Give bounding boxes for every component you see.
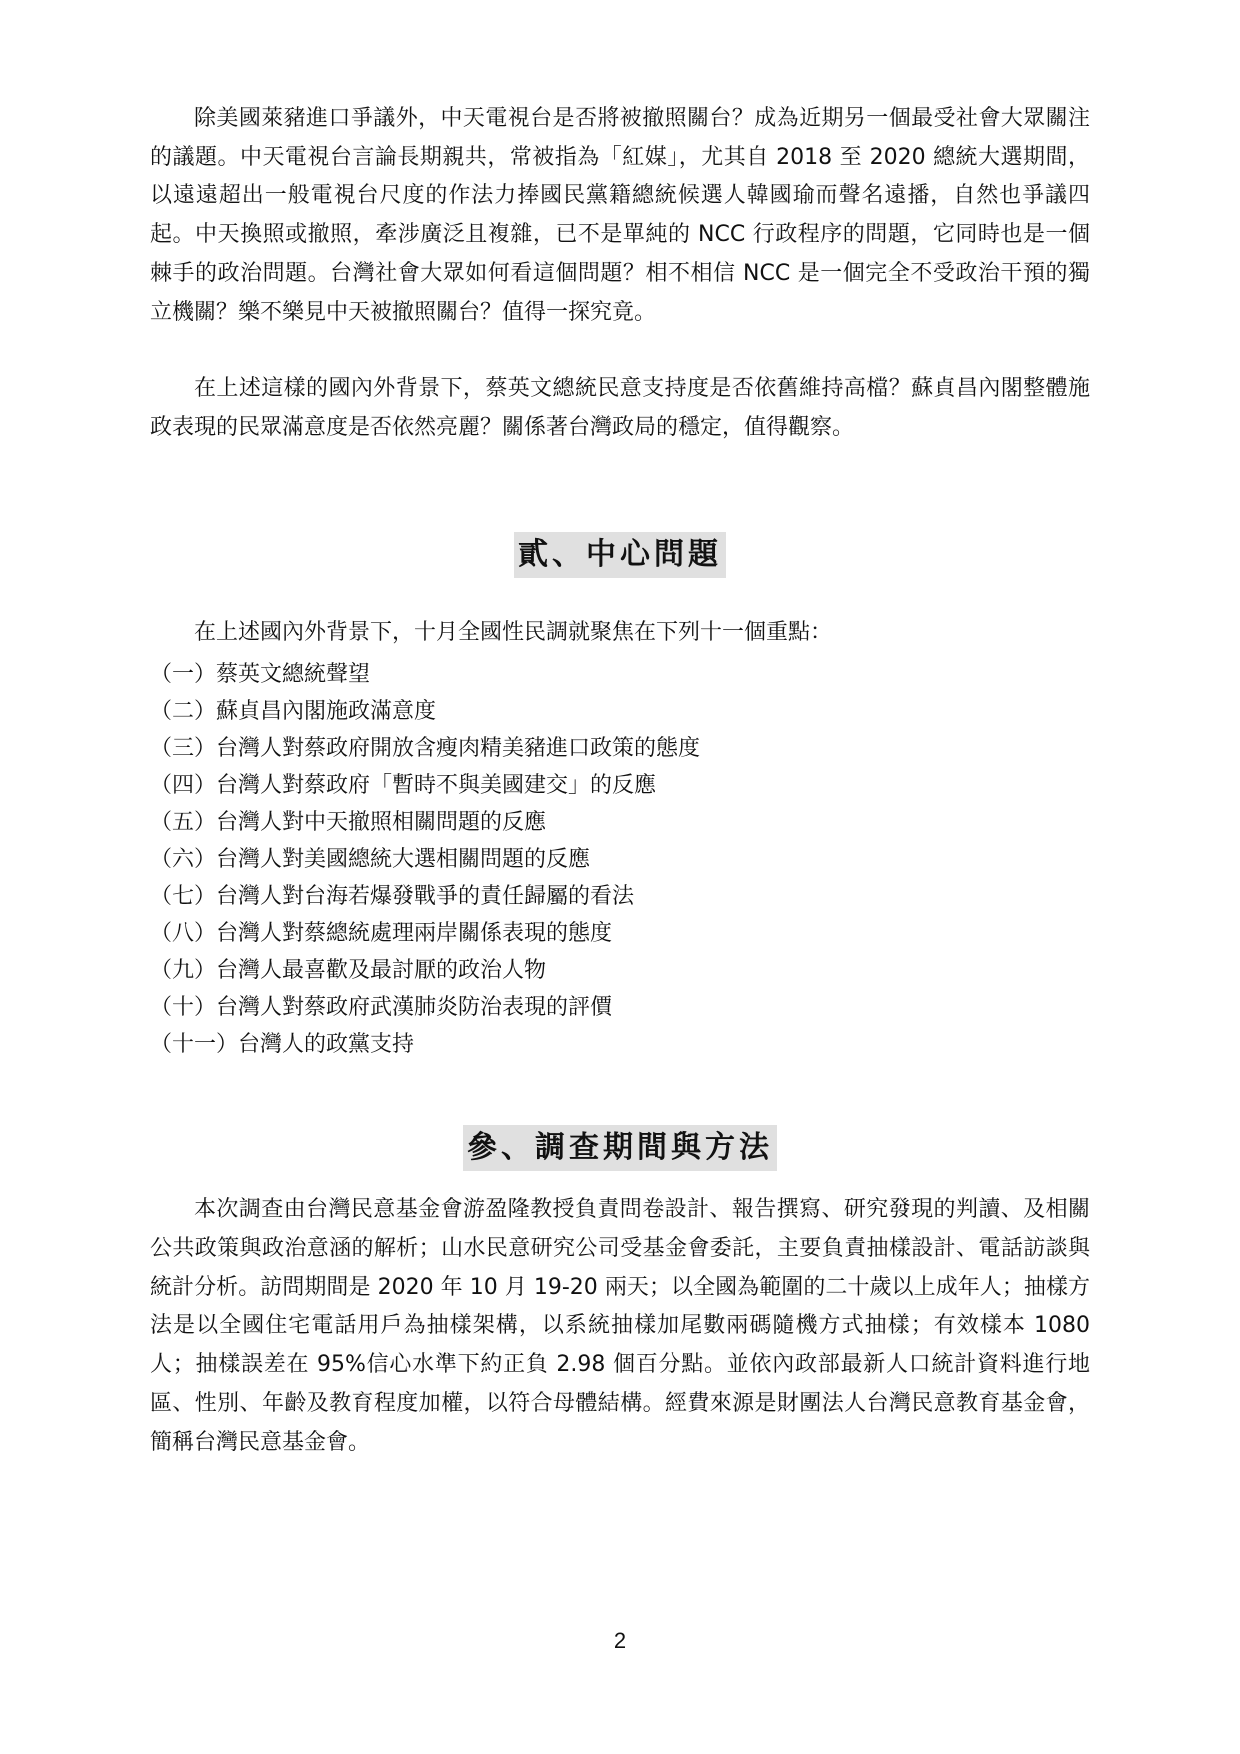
spacer [150,1171,1090,1191]
spacer [150,1063,1090,1125]
list-item: （四）台灣人對蔡政府「暫時不與美國建交」的反應 [150,773,657,799]
spacer [150,332,1090,370]
page-number: 2 [613,1628,627,1653]
list-item: （八）台灣人對蔡總統處理兩岸關係表現的態度 [150,921,613,947]
list-item: （十一）台灣人的政黨支持 [150,1032,415,1058]
list-item: （六）台灣人對美國總統大選相關問題的反應 [150,847,591,873]
spacer [150,448,1090,532]
list-item: （九）台灣人最喜歡及最討厭的政治人物 [150,958,547,984]
method-paragraph: 本次調查由台灣民意基金會游盈隆教授負責問卷設計、報告撰寫、研究發現的判讀、及相關公共政策與政治意涵的解析；山水民意研究公司受基金會委託，主要負責抽樣設計、電話訪談與統計分析。訪問期間是 2020 年 10 月 19-20 兩天；以全國為範圍的二十歲以上成年人；抽樣方法是以全國住宅電話用戶為抽樣架構，以系統抽樣加尾數兩碼隨機方式抽樣；有效樣本 1080 人；抽樣誤差在 95%信心水準下約正負 2.98 個百分點。並依內政部最新人口統計資料進行地區、性別、年齡及教育程度加權，以符合母體結構。經費來源是財團法人台灣民意教育基金會，簡稱台灣民意基金會。 [150,1197,1090,1455]
list-item: （三）台灣人對蔡政府開放含瘦肉精美豬進口政策的態度 [150,736,701,762]
section-heading: 參、調查期間與方法 [463,1125,777,1171]
section-lead-paragraph: 在上述國內外背景下，十月全國性民調就聚焦在下列十一個重點： [194,619,833,645]
section-heading: 貳、中心問題 [514,532,726,578]
list-item: （十）台灣人對蔡政府武漢肺炎防治表現的評價 [150,995,613,1021]
focus-list [150,656,1090,1063]
intro-paragraph: 除美國萊豬進口爭議外，中天電視台是否將被撤照關台？成為近期另一個最受社會大眾關注的議題。中天電視台言論長期親共，常被指為「紅媒」，尤其自 2018 至 2020 總統大選期間，以遠遠超出一般電視台尺度的作法力捧國民黨籍總統候選人韓國瑜而聲名遠播，自然也爭議四起。中天換照或撤照，牽涉廣泛且複雜，已不是單純的 NCC 行政程序的問題，它同時也是一個棘手的政治問題。台灣社會大眾如何看這個問題？相不相信 NCC 是一個完全不受政治干預的獨立機關？樂不樂見中天被撤照關台？值得一探究竟。 [150,106,1090,325]
section-heading-wrapper [150,1125,1090,1171]
section-heading-wrapper [150,532,1090,578]
list-item: （七）台灣人對台海若爆發戰爭的責任歸屬的看法 [150,884,635,910]
spacer [150,578,1090,614]
list-item: （一）蔡英文總統聲望 [150,662,371,688]
list-item: （五）台灣人對中天撤照相關問題的反應 [150,810,547,836]
document-page [150,100,1090,1462]
list-item: （二）蘇貞昌內閣施政滿意度 [150,699,437,725]
intro-paragraph: 在上述這樣的國內外背景下，蔡英文總統民意支持度是否依舊維持高檔？蘇貞昌內閣整體施政表現的民眾滿意度是否依然亮麗？關係著台灣政局的穩定，值得觀察。 [150,376,1090,440]
